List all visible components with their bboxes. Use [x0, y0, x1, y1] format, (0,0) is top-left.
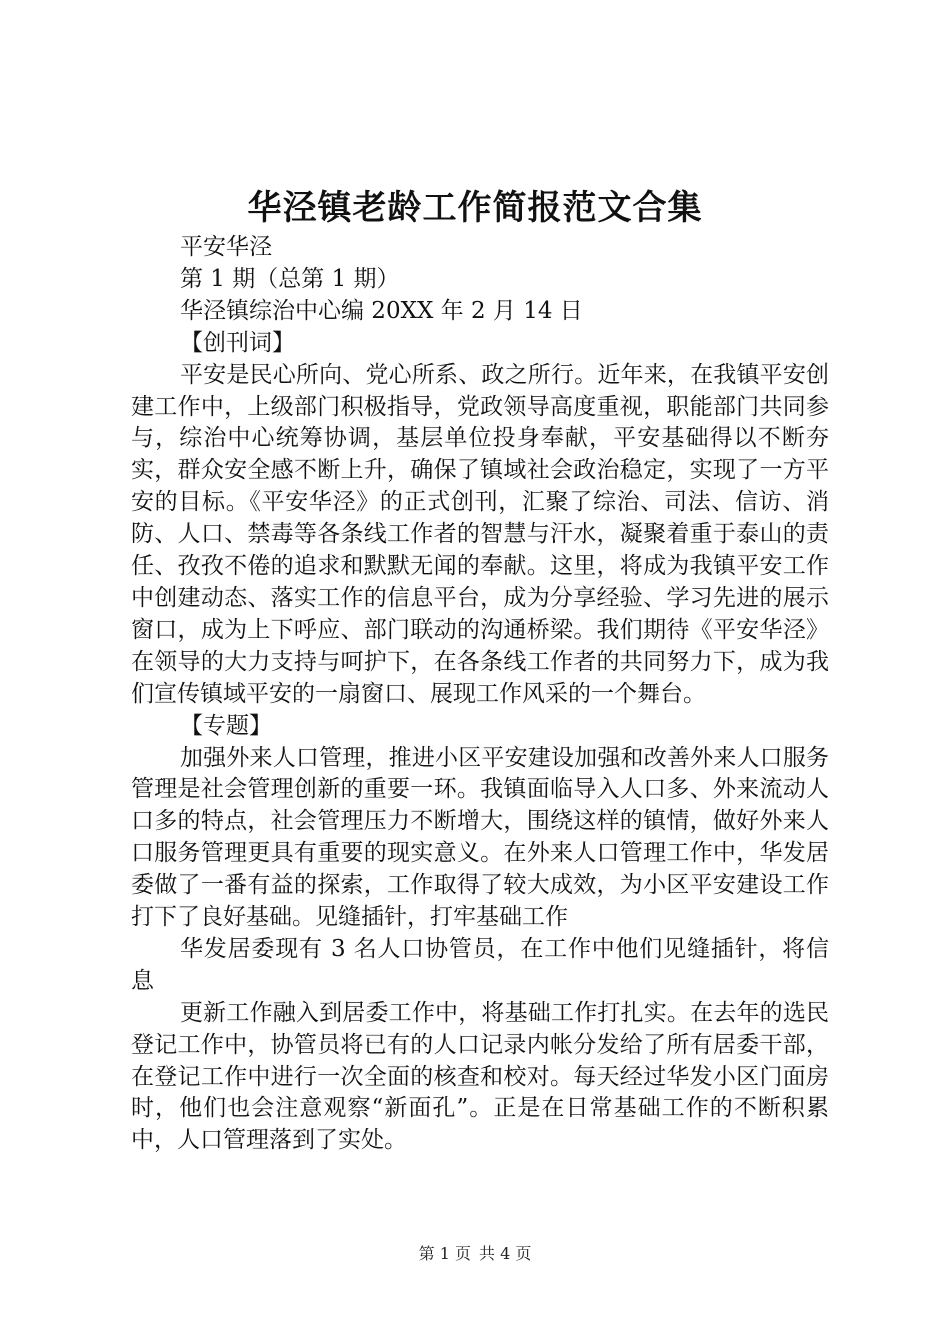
topic-paragraph: 更新工作融入到居委工作中，将基础工作打扎实。在去年的选民登记工作中，协管员将已有的人口记录内帐分发给了所有居委干部，在登记工作中进行一次全面的核查和校对。每天经过华发小区门面房时，他们也会注意观察“新面孔”。正是在日常基础工作的不断积累中，人口管理落到了实处。	[131, 999, 829, 1154]
page-number: 第 1 页	[418, 1244, 471, 1263]
document-body	[131, 232, 829, 1157]
foreword-paragraph: 平安是民心所向、党心所系、政之所行。近年来，在我镇平安创建工作中，上级部门积极指导，党政领导高度重视，职能部门共同参与，综治中心统筹协调，基层单位投身奉献，平安基础得以不断夯实，群众安全感不断上升，确保了镇域社会政治稳定，实现了一方平安的目标。《平安华泾》的正式创刊，汇聚了综治、司法、信访、消防、人口、禁毒等各条线工作者的智慧与汗水，凝聚着重于泰山的责任、孜孜不倦的追求和默默无闻的奉献。这里，将成为我镇平安工作中创建动态、落实工作的信息平台，成为分享经验、学习先进的展示窗口，成为上下呼应、部门联动的沟通桥梁。我们期待《平安华泾》在领导的大力支持与呵护下，在各条线工作者的共同努力下，成为我们宣传镇域平安的一扇窗口、展现工作风采的一个舞台。	[131, 361, 829, 707]
topic-heading: 【专题】	[180, 712, 272, 739]
bulletin-name: 平安华泾	[180, 234, 272, 260]
page-footer	[0, 1243, 950, 1265]
editor-and-date: 华泾镇综治中心编 20XX 年 2 月 14 日	[180, 297, 583, 324]
topic-paragraph: 加强外来人口管理，推进小区平安建设加强和改善外来人口服务管理是社会管理创新的重要一环。我镇面临导入人口多、外来流动人口多的特点，社会管理压力不断增大，围绕这样的镇情，做好外来人口服务管理更具有重要的现实意义。在外来人口管理工作中，华发居委做了一番有益的探索，工作取得了较大成效，为小区平安建设工作打下了良好基础。见缝插针，打牢基础工作	[131, 744, 829, 931]
page-total: 共 4 页	[479, 1244, 532, 1263]
topic-paragraph: 华发居委现有 3 名人口协管员，在工作中他们见缝插针，将信息	[131, 935, 829, 994]
issue-number: 第 1 期（总第 1 期）	[180, 265, 400, 292]
page-title: 华泾镇老龄工作简报范文合集	[247, 188, 703, 228]
foreword-heading: 【创刊词】	[180, 329, 295, 356]
